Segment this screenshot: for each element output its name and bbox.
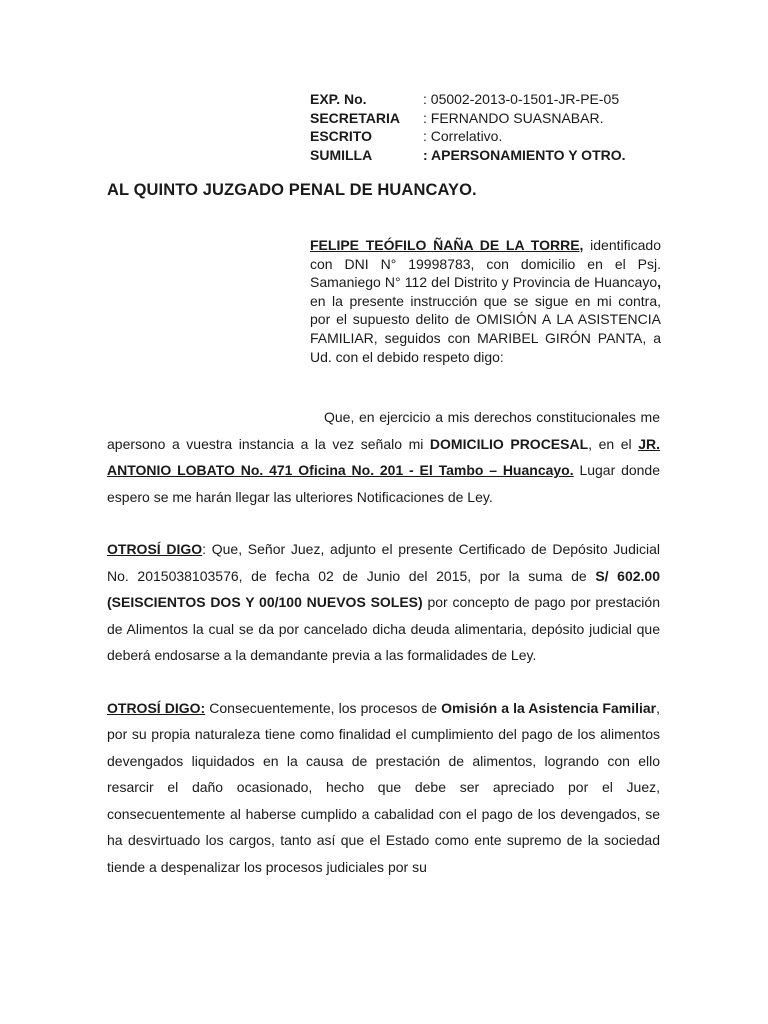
otrosi-digo-label-2: OTROSÍ DIGO: [107, 699, 206, 716]
document-body [107, 404, 660, 880]
escrito-label: ESCRITO [310, 128, 372, 144]
paragraph-otrosi-2 [107, 695, 660, 881]
exp-value: : 05002-2013-0-1501-JR-PE-05 [423, 91, 620, 107]
secretaria-value: : FERNANDO SUASNABAR. [423, 109, 604, 126]
para1-text-3: Lugar donde espero se me harán llegar las ulteriores Notificaciones de Ley. [107, 462, 660, 505]
header-row-sumilla [310, 146, 626, 165]
petitioner-name: FELIPE TEÓFILO ÑAÑA DE LA TORRE, [310, 237, 584, 253]
court-title: AL QUINTO JUZGADO PENAL DE HUANCAYO. [107, 181, 477, 199]
escrito-value: : Correlativo. [423, 128, 503, 144]
exp-label: EXP. No. [310, 91, 367, 107]
para1-text-2: , en el [588, 435, 639, 452]
header-row-exp [310, 90, 626, 109]
sumilla-label: SUMILLA [310, 146, 373, 163]
case-header [310, 90, 626, 164]
para1-text-1: Que, en ejercicio a mis derechos constitucionales me apersono a vuestra instancia a la vez señalo mi [107, 409, 660, 452]
deposit-amount: S/ 602.00 (SEISCIENTOS DOS Y 00/100 NUEVOS SOLES) [107, 567, 660, 610]
para3-text-2: , por su propia naturaleza tiene como finalidad el cumplimiento del pago de los alimentos devengados liquidados en la causa de prestación de alimentos, logrando con ello resarcir el daño ocasionado, hecho que debe ser apreciado por el Juez, consecuentemente al haberse cumplido a cabalidad con el pago de los devengados, se ha desvirtuado los cargos, tanto así que el Estado como ente supremo de la sociedad tiende a despenalizar los procesos judiciales por su [107, 699, 661, 875]
domicilio-procesal-label: DOMICILIO PROCESAL [429, 435, 589, 452]
para2-text-2: por concepto de pago por prestación de Alimentos la cual se da por cancelado dicha deuda alimentaria, depósito judicial que deberá endosarse a la demandante previa a las formalidades de Ley. [107, 594, 660, 663]
otrosi-digo-label-1: OTROSÍ DIGO [107, 541, 203, 557]
intro-text-1: identificado con DNI N° 19998783, con domicilio en el Psj. Samaniego N° 112 del Distrito y Provincia de Huancayo [310, 237, 661, 291]
offense-name: Omisión a la Asistencia Familiar [441, 699, 657, 716]
header-row-secretaria [310, 109, 626, 128]
secretaria-label: SECRETARIA [310, 109, 400, 126]
para3-text-1: Consecuentemente, los procesos de [205, 699, 442, 716]
intro-paragraph [310, 236, 661, 366]
intro-text-2: en la presente instrucción que se sigue en mi contra, por el supuesto delito de OMISIÓN A LA ASISTENCIA FAMILIAR, seguidos con MARIBEL GIRÓN PANTA, a Ud. con el debido respeto digo: [310, 292, 661, 365]
paragraph-domicilio [107, 404, 660, 510]
intro-comma: , [657, 274, 661, 291]
header-row-escrito [310, 127, 626, 146]
para2-text-1: : Que, Señor Juez, adjunto el presente Certificado de Depósito Judicial No. 2015038103576, de fecha 02 de Junio del 2015, por la suma de [107, 541, 660, 584]
sumilla-value: : APERSONAMIENTO Y OTRO. [423, 146, 626, 163]
procedural-address: JR. ANTONIO LOBATO No. 471 Oficina No. 201 - El Tambo – Huancayo. [107, 435, 660, 478]
paragraph-otrosi-1 [107, 536, 660, 669]
